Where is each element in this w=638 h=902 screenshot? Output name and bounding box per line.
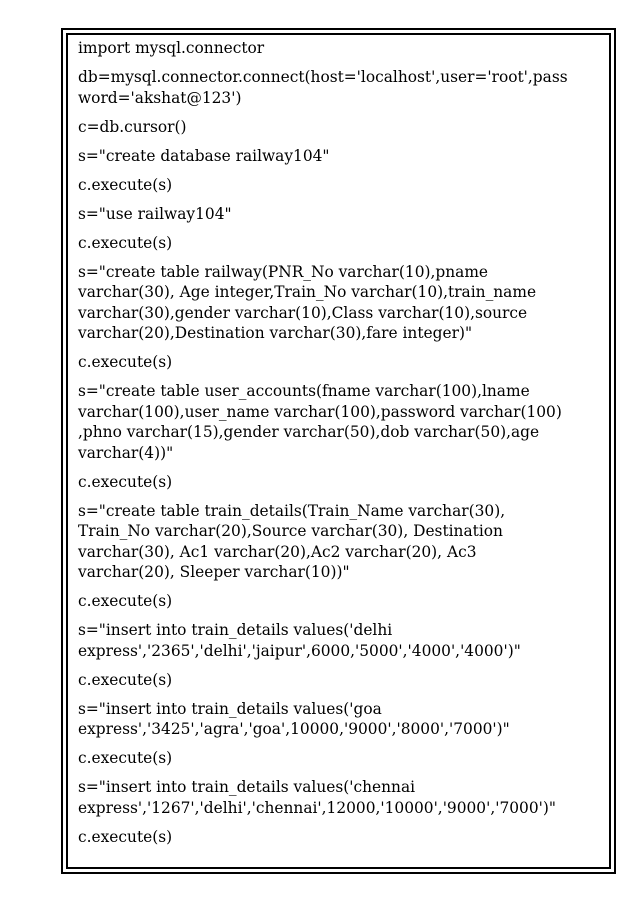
code-line: s="insert into train_details values('goa express','3425','agra','goa',10000,'9000','8000','7000')" bbox=[78, 699, 510, 738]
code-line: c.execute(s) bbox=[78, 472, 173, 491]
code-line: c.execute(s) bbox=[78, 749, 173, 767]
code-line: c.execute(s) bbox=[78, 827, 173, 846]
code-line: s="create table train_details(Train_Name varchar(30), Train_No varchar(20),Source varchar(30), Destination varchar(30), Ac1 varchar(20),Ac2 varchar(20), Ac3 varchar(20), Sleeper varchar(10))" bbox=[78, 501, 506, 581]
code-line: c.execute(s) bbox=[78, 592, 173, 610]
code-listing bbox=[78, 38, 598, 856]
code-line: import mysql.connector bbox=[78, 39, 265, 57]
code-line: c.execute(s) bbox=[78, 175, 173, 194]
code-line: c.execute(s) bbox=[78, 670, 173, 689]
code-line: c=db.cursor() bbox=[78, 117, 187, 136]
code-line: s="create database railway104" bbox=[78, 146, 330, 165]
code-line: s="insert into train_details values('chennai express','1267','delhi','chennai',12000,'10000','9000','7000')" bbox=[78, 778, 556, 817]
code-line: db=mysql.connector.connect(host='localhost',user='root',pass word='akshat@123') bbox=[78, 68, 568, 107]
code-line: s="insert into train_details values('delhi express','2365','delhi','jaipur',6000,'5000','4000','4000')" bbox=[78, 621, 521, 660]
code-line: s="create table user_accounts(fname varchar(100),lname varchar(100),user_name varchar(100),password varchar(100) ,phno varchar(15),gender varchar(50),dob varchar(50),age varchar(4))" bbox=[78, 382, 562, 462]
code-line: s="create table railway(PNR_No varchar(10),pname varchar(30), Age integer,Train_No varchar(10),train_name varchar(30),gender varchar(10),Class varchar(10),source varchar(20),Destination varchar(30),fare integer)" bbox=[78, 262, 537, 342]
code-line: c.execute(s) bbox=[78, 353, 173, 371]
code-line: s="use railway104" bbox=[78, 204, 232, 223]
code-line: c.execute(s) bbox=[78, 233, 173, 252]
